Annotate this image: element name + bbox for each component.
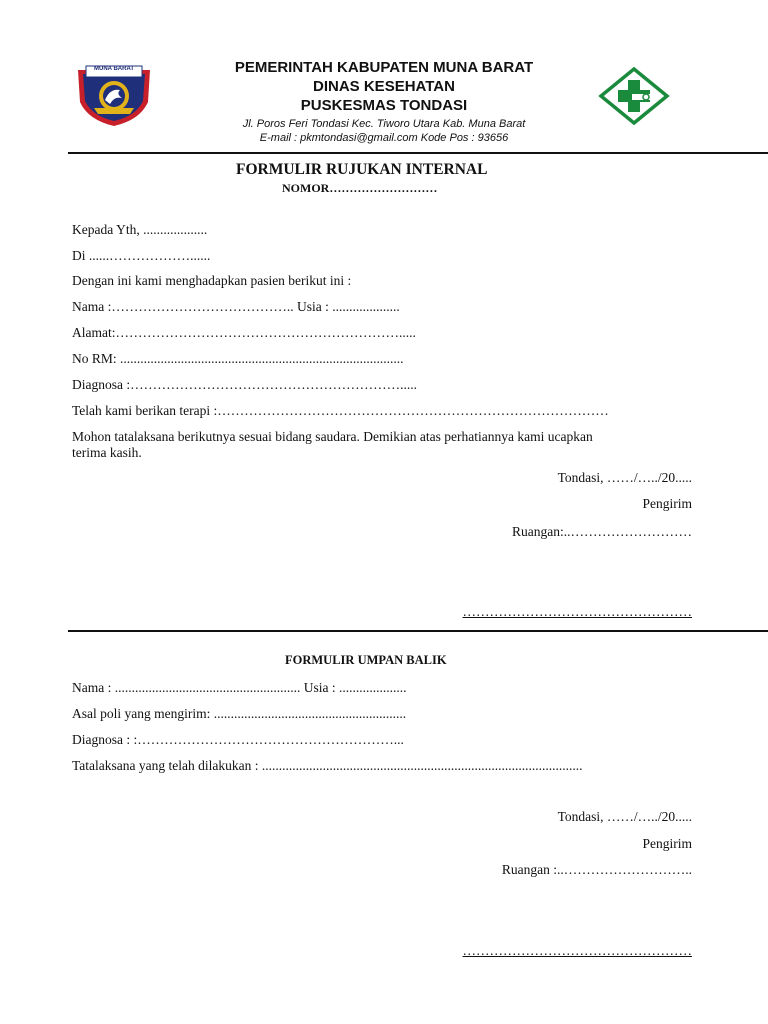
ub-tatalaksana-field: Tatalaksana yang telah dilakukan : ............................................................................................... (72, 758, 583, 773)
diagnosa-field: Diagnosa :……………………………………………………..... (72, 377, 417, 392)
rujukan-nomor: NOMOR……………………… (282, 181, 438, 195)
mohon-text-2: terima kasih. (72, 445, 142, 460)
kepada-field: Kepada Yth, ................... (72, 222, 208, 237)
rujukan-title: FORMULIR RUJUKAN INTERNAL (236, 161, 488, 178)
terapi-field: Telah kami berikan terapi :…………………………………………………………………………… (72, 403, 609, 418)
ub-diagnosa-field: Diagnosa : :…………………………………………………... (72, 732, 404, 747)
mohon-text-1: Mohon tatalaksana berikutnya sesuai bidang saudara. Demikian atas perhatiannya kami ucapkan (72, 429, 593, 444)
header-contact: E-mail : pkmtondasi@gmail.com Kode Pos : 93656 (259, 132, 509, 144)
alamat-field: Alamat:………………………………………………………..... (72, 325, 416, 340)
header-department: DINAS KESEHATAN (313, 78, 455, 95)
header-divider (68, 152, 768, 154)
no-rm-field: No RM: .................................................................................... (72, 351, 404, 366)
rujukan-pengirim: Pengirim (642, 496, 692, 511)
rujukan-ruangan: Ruangan:..……………………… (512, 524, 692, 539)
umpan-balik-title: FORMULIR UMPAN BALIK (285, 653, 447, 667)
ub-signature-line: …………………………………………… (462, 943, 692, 958)
rujukan-date: Tondasi, ……/…../20..... (557, 470, 692, 485)
logo-banner-text: MUNA BARAT (94, 66, 134, 72)
header-government: PEMERINTAH KABUPATEN MUNA BARAT (234, 59, 534, 76)
section-divider (68, 630, 768, 632)
nama-usia-field: Nama :………………………………….. Usia : .................... (72, 299, 400, 314)
ub-pengirim: Pengirim (642, 836, 692, 851)
di-field: Di ......………………...... (72, 248, 211, 263)
intro-text: Dengan ini kami menghadapkan pasien berikut ini : (72, 273, 352, 288)
ub-date: Tondasi, ……/…../20..... (557, 809, 692, 824)
ub-asal-poli-field: Asal poli yang mengirim: ......................................................... (72, 706, 407, 721)
header-address: Jl. Poros Feri Tondasi Kec. Tiworo Utara Kab. Muna Barat (242, 118, 526, 130)
ub-ruangan: Ruangan :..……………………….. (501, 862, 692, 877)
puskesmas-logo (598, 66, 670, 126)
ub-nama-usia-field: Nama : ....................................................... Usia : .................... (72, 680, 407, 695)
rujukan-signature-line: …………………………………………… (462, 604, 692, 619)
header-puskesmas: PUSKESMAS TONDASI (300, 97, 468, 114)
